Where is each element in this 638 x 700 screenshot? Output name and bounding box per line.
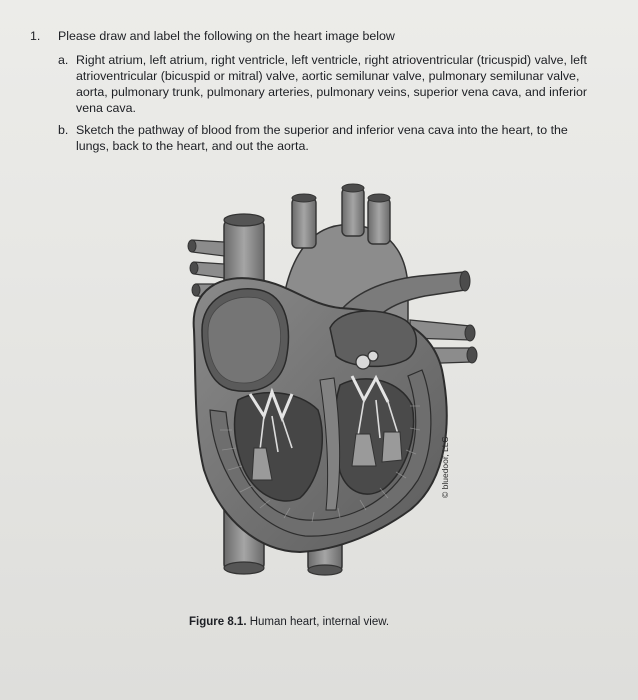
figure-caption-label: Figure 8.1. <box>189 616 247 628</box>
subquestion-marker: b. <box>58 123 69 137</box>
left-subclavian-artery <box>368 198 390 244</box>
subquestion-marker: a. <box>58 53 69 67</box>
question-stem: Please draw and label the following on the heart image below <box>58 29 395 43</box>
question-number: 1. <box>30 29 41 43</box>
brachiocephalic-artery <box>292 198 316 248</box>
left-common-carotid-artery <box>342 188 364 236</box>
papillary-muscle <box>382 432 402 462</box>
pulmonary-semilunar-valve <box>368 351 378 361</box>
subquestion-text: Right atrium, left atrium, right ventricle, left ventricle, right atrioventricular (tricuspid) valve, left atrioventricular (bicuspid or mitral) valve, aortic semilunar valve, pulmonary semilunar valve, aorta, pulmonary trunk, pulmonary arteries, pulmonary veins, superior vena cava, and inferior vena cava. <box>76 53 588 115</box>
heart-illustration <box>180 180 480 600</box>
right-pulmonary-artery <box>192 240 224 256</box>
image-credit: © bluedoor, LLC <box>440 436 450 498</box>
figure-caption-text: Human heart, internal view. <box>246 616 390 628</box>
figure-caption <box>189 616 389 628</box>
subquestion-text: Sketch the pathway of blood from the superior and inferior vena cava into the heart, to the lungs, back to the heart, and out the aorta. <box>76 123 568 153</box>
right-pulmonary-vein-upper <box>194 262 224 278</box>
